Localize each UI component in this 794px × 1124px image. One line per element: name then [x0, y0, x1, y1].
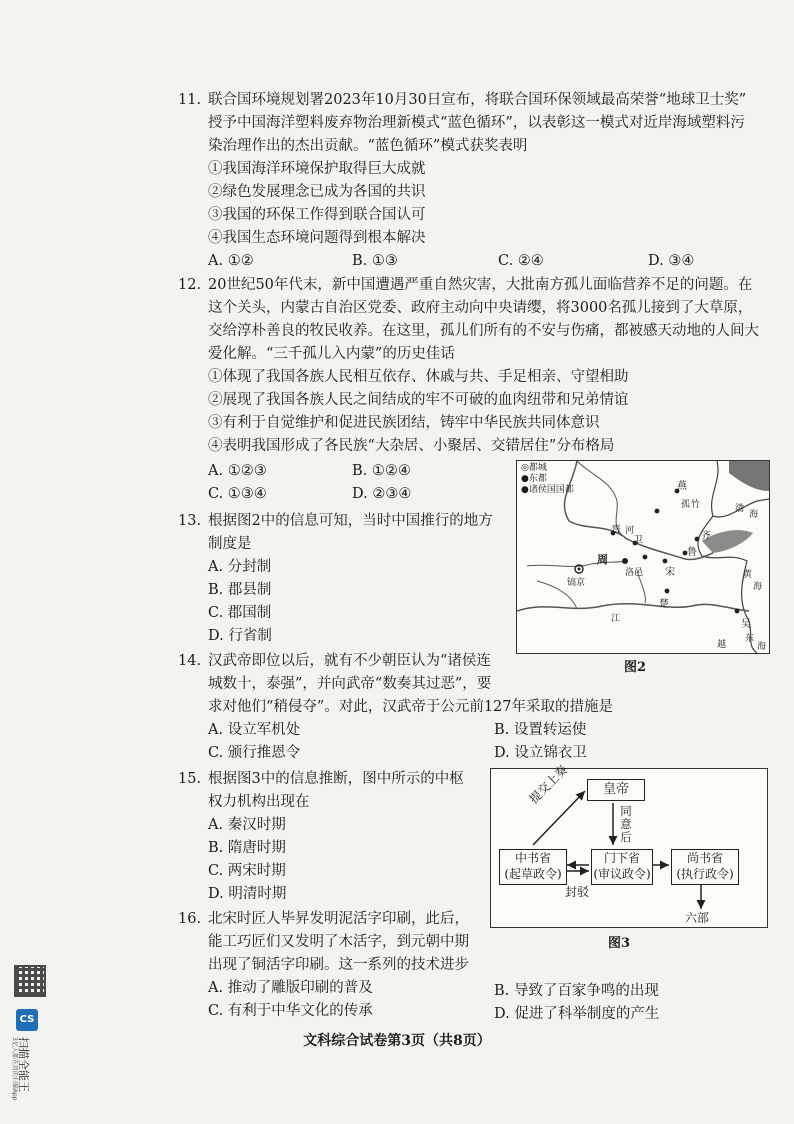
figure-2-caption: 图2	[624, 660, 647, 675]
submit-label: 提交上奏	[526, 762, 571, 807]
map-label-zhou: 周	[597, 553, 608, 566]
legend-vassal-capital: ●诸侯国国都	[521, 485, 574, 495]
q16-option-b[interactable]: B. 导致了百家争鸣的出现	[494, 983, 659, 999]
map-label-jin: 晋	[611, 525, 621, 536]
q12-option-c[interactable]: C. ①③④	[208, 486, 267, 502]
figure-2-map	[516, 460, 770, 654]
map-label-he: 河	[625, 526, 635, 536]
q14-option-a[interactable]: A. 设立军机处	[208, 722, 301, 738]
q15-line-1: 根据图3中的信息推断，图中所示的中枢	[208, 771, 464, 787]
q11-line-1: 联合国环境规划署2023年10月30日宣布，将联合国环保领域最高荣誉“地球卫士奖”	[208, 92, 747, 108]
q12-option-b[interactable]: B. ①②④	[352, 463, 411, 479]
menxia-title: 门下省	[603, 851, 640, 865]
q14-line-3: 求对他们“稍侵夺”。对此，汉武帝于公元前127年采取的措施是	[208, 699, 613, 715]
q12-item-1: ①体现了我国各族人民相互依存、休戚与共、手足相亲、守望相助	[208, 369, 629, 385]
q11-option-d[interactable]: D. ③④	[648, 253, 695, 269]
zhongshu-duty: (起草政令)	[504, 867, 562, 881]
q15-option-b[interactable]: B. 隋唐时期	[208, 840, 286, 856]
q11-line-3: 染治理作出的杰出贡献。“蓝色循环”模式获奖表明	[208, 138, 528, 154]
q16-option-a[interactable]: A. 推动了雕版印刷的普及	[208, 980, 373, 996]
q11-item-1: ①我国海洋环境保护取得巨大成就	[208, 161, 426, 177]
q14-option-b[interactable]: B. 设置转运使	[494, 722, 587, 738]
figure-3-flowchart	[490, 762, 768, 928]
map-label-hai-3: 海	[757, 642, 767, 652]
map-label-luoyi: 洛邑	[625, 568, 644, 578]
q12-option-d[interactable]: D. ②③④	[352, 486, 412, 502]
q12-item-2: ②展现了我国各族人民之间结成的牢不可破的血肉纽带和兄弟情谊	[208, 392, 629, 408]
reject-label: 封驳	[565, 885, 590, 899]
q13-number: 13.	[178, 513, 202, 529]
q11-option-c[interactable]: C. ②④	[498, 253, 544, 269]
q11-item-2: ②绿色发展理念已成为各国的共识	[208, 184, 426, 200]
q12-line-1: 20世纪50年代末，新中国遭遇严重自然灾害，大批南方孤儿面临营养不足的问题。在	[208, 277, 753, 293]
shangshu-title: 尚书省	[686, 851, 723, 865]
page-footer: 文科综合试卷第3页（共8页）	[303, 1033, 491, 1049]
q13-option-c[interactable]: C. 郡国制	[208, 605, 272, 621]
q15-option-c[interactable]: C. 两宋时期	[208, 863, 286, 879]
map-label-song: 宋	[665, 567, 675, 578]
menxia-box	[591, 849, 653, 885]
q11-option-b[interactable]: B. ①③	[352, 253, 398, 269]
qr-code-icon	[14, 965, 46, 997]
approve-label: 同意后	[620, 804, 632, 844]
q11-item-4: ④我国生态环境问题得到根本解决	[208, 230, 426, 246]
q16-number: 16.	[178, 911, 202, 927]
map-label-chu: 楚	[659, 599, 669, 610]
q14-option-c[interactable]: C. 颁行推恩令	[208, 745, 301, 761]
q12-line-2: 这个关头，内蒙古自治区党委、政府主动向中央请缨，将3000名孤儿接到了大草原，	[208, 300, 753, 316]
q16-option-c[interactable]: C. 有利于中华文化的传承	[208, 1003, 373, 1019]
q16-option-d[interactable]: D. 促进了科举制度的产生	[494, 1006, 660, 1022]
map-label-hai-1: 海	[749, 510, 759, 520]
q14-line-1: 汉武帝即位以后，就有不少朝臣认为“诸侯连	[208, 653, 491, 669]
map-label-yue: 越	[717, 640, 727, 650]
map-label-zhu: 竹	[691, 500, 701, 510]
menxia-duty: (审议政令)	[593, 867, 651, 881]
zhongshu-title: 中书省	[514, 851, 551, 865]
q13-line-1: 根据图2中的信息可知，当时中国推行的地方	[208, 513, 493, 529]
q11-item-3: ③我国的环保工作得到联合国认可	[208, 207, 426, 223]
q16-line-3: 出现了铜活字印刷。这一系列的技术进步	[208, 957, 469, 973]
q13-line-2: 制度是	[208, 536, 252, 552]
q13-option-b[interactable]: B. 郡县制	[208, 582, 272, 598]
q12-number: 12.	[178, 277, 202, 293]
shangshu-duty: (执行政令)	[676, 867, 734, 881]
q12-option-a[interactable]: A. ①②③	[208, 463, 267, 479]
legend-capital: ◎都城	[521, 463, 547, 473]
map-label-gu: 孤	[681, 500, 691, 510]
legend-east-capital: ●东都	[521, 474, 547, 484]
q12-line-3: 交给淳朴善良的牧民收养。在这里，孤儿们所有的不安与伤痛，都被感天动地的人间大	[208, 323, 759, 339]
map-label-haojing: 镐京	[567, 578, 586, 588]
q12-item-3: ③有利于自觉维护和促进民族团结，铸牢中华民族共同体意识	[208, 415, 600, 431]
q14-number: 14.	[178, 653, 202, 669]
map-label-jiang: 江	[611, 614, 621, 624]
emperor-box: 皇帝	[587, 779, 645, 801]
figure-3-caption: 图3	[608, 936, 631, 951]
sixbu-label: 六部	[685, 911, 710, 925]
scanner-watermark	[6, 965, 46, 1115]
q13-option-d[interactable]: D. 行省制	[208, 628, 272, 644]
q12-line-4: 爱化解。“三千孤儿入内蒙”的历史佳话	[208, 346, 455, 362]
q15-option-a[interactable]: A. 秦汉时期	[208, 817, 286, 833]
scanner-slogan: 3亿人都在用的扫描App	[11, 1037, 18, 1101]
q11-option-a[interactable]: A. ①②	[208, 253, 254, 269]
map-label-lu: 鲁	[687, 547, 697, 558]
q15-line-2: 权力机构出现在	[208, 794, 310, 810]
q16-line-1: 北宋时匠人毕昇发明泥活字印刷，此后，	[208, 911, 469, 927]
q14-option-d[interactable]: D. 设立锦衣卫	[494, 745, 587, 761]
q15-option-d[interactable]: D. 明清时期	[208, 886, 287, 902]
q12-item-4: ④表明我国形成了各民族“大杂居、小聚居、交错居住”分布格局	[208, 438, 615, 454]
q13-option-a[interactable]: A. 分封制	[208, 559, 272, 575]
q15-number: 15.	[178, 771, 202, 787]
map-label-hai-2: 海	[753, 582, 763, 592]
camscanner-logo-icon: CS	[16, 1009, 38, 1031]
map-label-huang: 黄	[743, 570, 753, 580]
q16-line-2: 能工巧匠们又发明了木活字，到元朝中期	[208, 934, 469, 950]
map-label-wu: 吴	[741, 619, 751, 630]
scanner-name: 扫描全能王	[17, 1037, 30, 1092]
q11-number: 11.	[178, 92, 202, 108]
map-label-qi: 齐	[701, 531, 711, 542]
map-label-dong: 东	[745, 634, 755, 644]
map-label-wei: 卫	[633, 535, 643, 546]
map-label-yan: 燕	[677, 481, 687, 492]
q11-line-2: 授予中国海洋塑料废弃物治理新模式“蓝色循环”，以表彰这一模式对近岸海域塑料污	[208, 115, 745, 131]
q14-line-2: 城数十，泰强”，并向武帝“数奏其过恶”，要	[208, 676, 492, 692]
shangshu-box	[671, 849, 739, 885]
zhongshu-box	[499, 849, 567, 885]
map-label-bo: 渤	[735, 504, 745, 514]
